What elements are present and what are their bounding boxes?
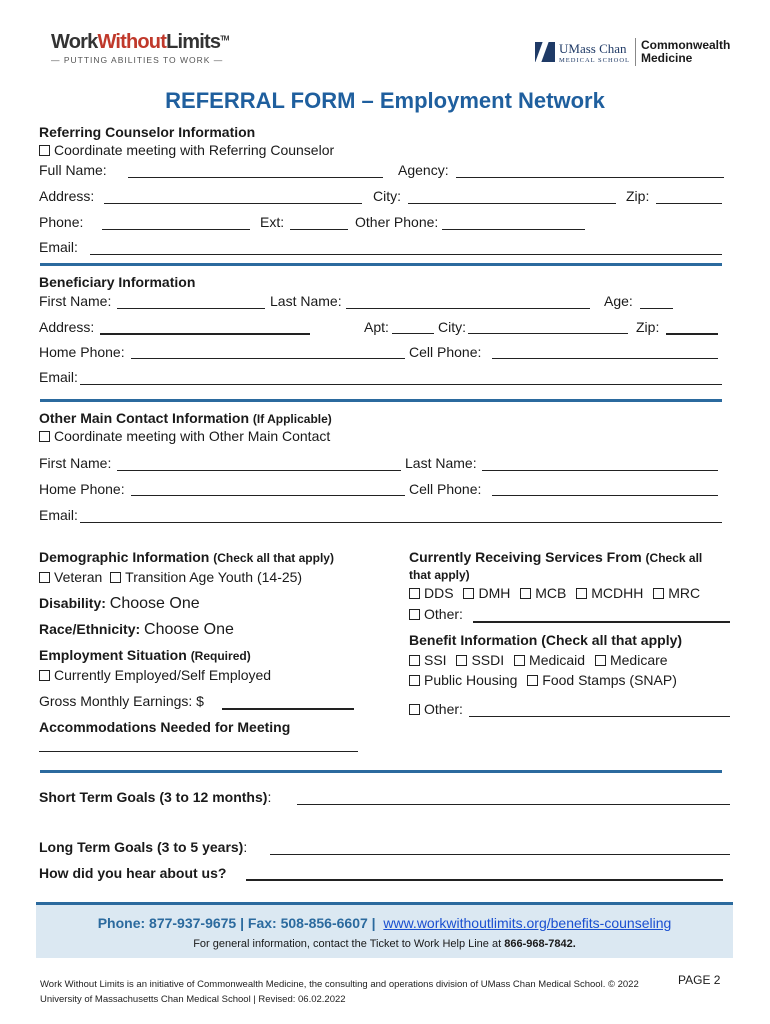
commonwealth-line2: Medicine [641, 51, 693, 65]
disability-row [39, 595, 200, 613]
page-title: REFERRAL FORM – Employment Network [165, 88, 605, 113]
other-home-phone-field[interactable] [131, 495, 405, 496]
services-other-checkbox[interactable] [409, 606, 463, 622]
employment-note: (Required) [190, 649, 251, 663]
other-first-name-field[interactable] [117, 470, 401, 471]
dmh-label: DMH [478, 585, 511, 601]
referring-address-field[interactable] [104, 203, 362, 204]
accommodations-label: Accommodations Needed for Meeting [39, 719, 291, 735]
referring-ext-field[interactable] [290, 229, 348, 230]
beneficiary-address-label: Address: [39, 319, 95, 335]
beneficiary-heading: Beneficiary Information [39, 274, 196, 290]
other-email-label: Email: [39, 507, 78, 523]
logo-trademark: TM [220, 35, 229, 43]
referring-phone-field[interactable] [102, 229, 250, 230]
services-other-label: Other: [424, 606, 463, 622]
beneficiary-first-name-field[interactable] [117, 308, 265, 309]
dds-label: DDS [424, 585, 454, 601]
beneficiary-home-phone-field[interactable] [131, 358, 405, 359]
mcb-label: MCB [535, 585, 567, 601]
contact-info-box [36, 902, 733, 958]
other-contact-heading-note: (If Applicable) [252, 412, 332, 426]
umass-logo-icon [535, 42, 555, 62]
other-last-name-field[interactable] [482, 470, 718, 471]
checkbox-icon [409, 704, 420, 715]
referring-full-name-field[interactable] [128, 177, 383, 178]
food-stamps-label: Food Stamps (SNAP) [542, 672, 677, 688]
services-heading [409, 549, 702, 565]
checkbox-icon [409, 655, 420, 666]
ssi-checkbox[interactable] [409, 652, 447, 668]
section-divider [40, 263, 722, 266]
referring-zip-field[interactable] [656, 203, 722, 204]
other-cell-phone-label: Cell Phone: [409, 481, 482, 497]
beneficiary-zip-label: Zip: [636, 319, 660, 335]
logo-tagline: — PUTTING ABILITIES TO WORK — [51, 55, 224, 65]
beneficiary-cell-phone-field[interactable] [492, 358, 718, 359]
contact-line [36, 915, 733, 931]
referring-email-label: Email: [39, 239, 78, 255]
long-term-goals-label [39, 839, 247, 855]
benefits-heading: Benefit Information (Check all that apply) [409, 632, 683, 648]
long-term-goals-text: Long Term Goals (3 to 5 years) [39, 839, 244, 855]
other-first-name-label: First Name: [39, 455, 112, 471]
services-heading-note-1: (Check all [645, 551, 703, 565]
referring-agency-field[interactable] [456, 177, 724, 178]
short-term-goals-colon: : [267, 789, 272, 805]
referring-coordinate-checkbox[interactable] [39, 142, 334, 158]
referring-full-name-label: Full Name: [39, 162, 107, 178]
referring-coordinate-label: Coordinate meeting with Referring Counselor [54, 142, 335, 158]
public-housing-checkbox[interactable] [409, 672, 517, 688]
mcdhh-checkbox[interactable] [576, 585, 643, 601]
mcdhh-label: MCDHH [591, 585, 644, 601]
gross-earnings-field[interactable] [222, 708, 354, 710]
beneficiary-city-label: City: [438, 319, 466, 335]
beneficiary-city-field[interactable] [468, 333, 628, 334]
phone-fax-text: Phone: 877-937-9675 | Fax: 508-856-6607 | [97, 915, 376, 931]
disability-label: Disability: [39, 595, 106, 611]
checkbox-icon [39, 670, 50, 681]
beneficiary-last-name-field[interactable] [346, 308, 590, 309]
disability-dropdown[interactable]: Choose One [109, 595, 200, 612]
employment-heading [39, 647, 251, 663]
other-contact-heading [39, 410, 332, 426]
race-label: Race/Ethnicity: [39, 621, 141, 637]
gross-earnings-label: Gross Monthly Earnings: $ [39, 693, 204, 709]
referring-ext-label: Ext: [260, 214, 285, 230]
public-housing-label: Public Housing [424, 672, 518, 688]
referring-email-field[interactable] [90, 254, 722, 255]
mrc-checkbox[interactable] [653, 585, 700, 601]
fine-print: Work Without Limits is an initiative of Commonwealth Medicine, the consulting and operations division of UMass Chan Medical School. © 2022 University of Massachusetts Chan Medical School | Revised: 06.02.2022 [40, 979, 639, 1005]
referring-zip-label: Zip: [626, 188, 650, 204]
demographic-checkboxes [39, 569, 302, 585]
beneficiary-address-field[interactable] [100, 333, 310, 335]
other-last-name-label: Last Name: [405, 455, 477, 471]
medicaid-label: Medicaid [529, 652, 586, 668]
ssi-label: SSI [424, 652, 447, 668]
checkbox-icon [653, 588, 664, 599]
medicaid-checkbox[interactable] [514, 652, 585, 668]
benefits-counseling-link[interactable]: www.workwithoutlimits.org/benefits-counseling [383, 915, 672, 931]
short-term-goals-label [39, 789, 271, 805]
benefits-other-field[interactable] [469, 716, 730, 717]
work-without-limits-logo [51, 31, 229, 65]
checkbox-icon [39, 431, 50, 442]
employed-checkbox[interactable] [39, 667, 271, 683]
veteran-checkbox[interactable] [39, 569, 102, 585]
employed-label: Currently Employed/Self Employed [54, 667, 272, 683]
other-contact-heading-text: Other Main Contact Information [39, 410, 249, 426]
other-home-phone-label: Home Phone: [39, 481, 125, 497]
veteran-label: Veteran [54, 569, 103, 585]
checkbox-icon [576, 588, 587, 599]
medicare-label: Medicare [609, 652, 668, 668]
services-heading-note-2: that apply) [409, 568, 470, 582]
beneficiary-age-label: Age: [604, 293, 633, 309]
benefits-checkboxes-row2 [409, 672, 677, 688]
demographic-heading-note: (Check all that apply) [213, 551, 334, 565]
help-line [36, 938, 733, 950]
checkbox-icon [39, 572, 50, 583]
benefits-other-checkbox[interactable] [409, 701, 463, 717]
short-term-goals-text: Short Term Goals (3 to 12 months) [39, 789, 268, 805]
checkbox-icon [456, 655, 467, 666]
how-hear-label: How did you hear about us? [39, 865, 227, 881]
umass-subtitle: MEDICAL SCHOOL [559, 56, 630, 64]
accommodations-field[interactable] [39, 751, 358, 752]
referring-agency-label: Agency: [398, 162, 449, 178]
services-checkboxes [409, 585, 700, 601]
umass-commonwealth-logo [535, 38, 730, 66]
referring-phone-label: Phone: [39, 214, 84, 230]
race-dropdown[interactable]: Choose One [144, 621, 234, 638]
transition-checkbox[interactable] [110, 569, 302, 585]
logo-text-limits: Limits [166, 31, 221, 53]
demographic-heading-text: Demographic Information [39, 549, 210, 565]
beneficiary-first-name-label: First Name: [39, 293, 112, 309]
page-number: PAGE 2 [678, 973, 721, 987]
checkbox-icon [527, 675, 538, 686]
beneficiary-zip-field[interactable] [666, 333, 718, 335]
referring-other-phone-field[interactable] [442, 229, 585, 230]
referring-other-phone-label: Other Phone: [355, 214, 439, 230]
logo-text-without: Without [97, 31, 167, 53]
benefits-checkboxes-row1 [409, 652, 668, 668]
beneficiary-home-phone-label: Home Phone: [39, 344, 125, 360]
referring-city-field[interactable] [408, 203, 616, 204]
beneficiary-age-field[interactable] [640, 308, 673, 309]
demographic-heading [39, 549, 334, 565]
beneficiary-apt-label: Apt: [364, 319, 389, 335]
referring-heading: Referring Counselor Information [39, 124, 256, 140]
dds-checkbox[interactable] [409, 585, 454, 601]
beneficiary-apt-field[interactable] [392, 333, 434, 334]
checkbox-icon [110, 572, 121, 583]
long-term-goals-field[interactable] [270, 854, 730, 855]
medicare-checkbox[interactable] [595, 652, 668, 668]
logo-divider [635, 38, 636, 66]
race-row [39, 621, 234, 639]
long-term-goals-colon: : [243, 839, 248, 855]
umass-name: UMass Chan [559, 40, 627, 56]
section-divider [40, 770, 722, 773]
employment-label: Employment Situation [39, 647, 187, 663]
checkbox-icon [514, 655, 525, 666]
ssdi-checkbox[interactable] [456, 652, 504, 668]
commonwealth-line1: Commonwealth [641, 38, 731, 52]
referring-city-label: City: [373, 188, 401, 204]
beneficiary-email-field[interactable] [80, 384, 722, 385]
checkbox-icon [409, 675, 420, 686]
ssdi-label: SSDI [471, 652, 505, 668]
beneficiary-last-name-label: Last Name: [270, 293, 342, 309]
other-cell-phone-field[interactable] [492, 495, 718, 496]
dmh-checkbox[interactable] [463, 585, 510, 601]
beneficiary-email-label: Email: [39, 369, 78, 385]
checkbox-icon [409, 588, 420, 599]
general-info-text: For general information, contact the Ticket to Work Help Line at [193, 938, 502, 950]
benefits-other-label: Other: [424, 701, 463, 717]
checkbox-icon [595, 655, 606, 666]
other-contact-coordinate-checkbox[interactable] [39, 428, 330, 444]
helpline-number: 866-968-7842. [504, 938, 576, 950]
how-hear-field[interactable] [246, 879, 723, 881]
checkbox-icon [520, 588, 531, 599]
transition-label: Transition Age Youth (14-25) [125, 569, 303, 585]
other-contact-coordinate-label: Coordinate meeting with Other Main Contact [54, 428, 331, 444]
mcb-checkbox[interactable] [520, 585, 566, 601]
checkbox-icon [39, 145, 50, 156]
beneficiary-cell-phone-label: Cell Phone: [409, 344, 482, 360]
checkbox-icon [463, 588, 474, 599]
logo-text-work: Work [51, 31, 98, 53]
section-divider [40, 399, 722, 402]
services-heading-text: Currently Receiving Services From [409, 549, 642, 565]
checkbox-icon [409, 609, 420, 620]
food-stamps-checkbox[interactable] [527, 672, 677, 688]
referring-address-label: Address: [39, 188, 95, 204]
mrc-label: MRC [668, 585, 701, 601]
other-email-field[interactable] [80, 522, 722, 523]
short-term-goals-field[interactable] [297, 804, 730, 805]
services-other-field[interactable] [473, 621, 730, 623]
